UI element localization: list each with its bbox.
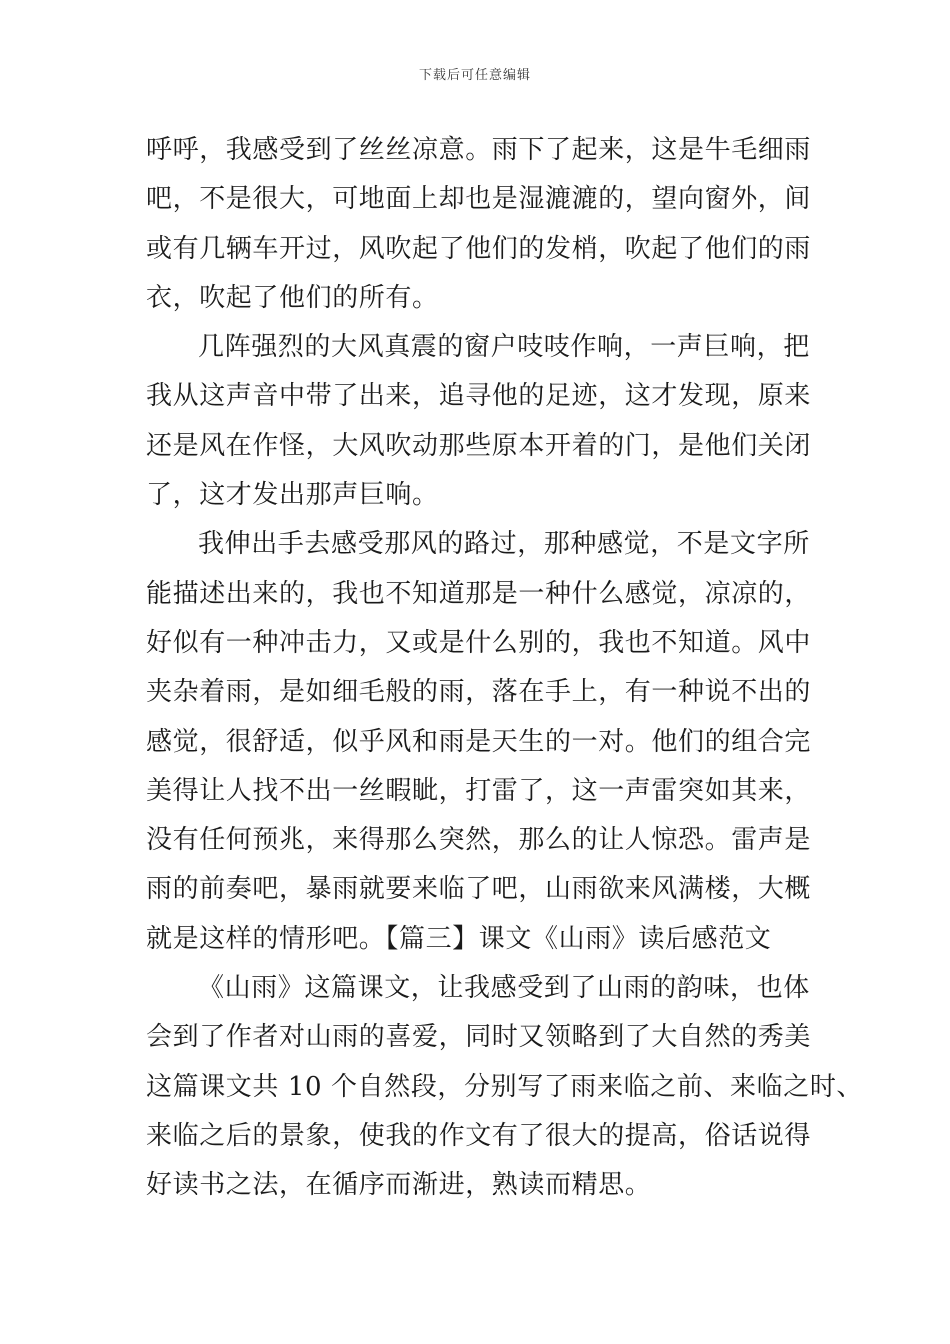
text-line: 呼呼，我感受到了丝丝凉意。雨下了起来，这是牛毛细雨: [146, 135, 812, 165]
text-line: 好似有一种冲击力，又或是什么别的，我也不知道。风中: [146, 627, 812, 658]
text-line: 来临之后的景象，使我的作文有了很大的提高，俗话说得: [146, 1120, 812, 1151]
text-line: 《山雨》这篇课文，让我感受到了山雨的韵味，也体: [198, 973, 810, 1004]
text-line: 我从这声音中带了出来，追寻他的足迹，这才发现，原来: [146, 381, 812, 412]
text-line: 了，这才发出那声巨响。: [146, 480, 439, 511]
document-body: [146, 126, 864, 1211]
text-line: 吧，不是很大，可地面上却也是湿漉漉的，望向窗外，间: [146, 184, 812, 215]
text-line: 几阵强烈的大风真震的窗户吱吱作响，一声巨响，把: [198, 332, 810, 363]
text-line: 或有几辆车开过，风吹起了他们的发梢，吹起了他们的雨: [146, 233, 812, 264]
text-line: 好读书之法，在循序而渐进，熟读而精思。: [146, 1170, 652, 1201]
text-line: 没有任何预兆，来得那么突然，那么的让人惊恐。雷声是: [146, 825, 812, 856]
text-line: 雨的前奏吧，暴雨就要来临了吧，山雨欲来风满楼，大概: [146, 874, 812, 905]
text-line: 就是这样的情形吧。【篇三】课文《山雨》读后感范文: [146, 923, 772, 954]
text-line: 衣，吹起了他们的所有。: [146, 282, 439, 313]
page-header: 下载后可任意编辑: [418, 68, 531, 83]
text-line: 夹杂着雨，是如细毛般的雨，落在手上，有一种说不出的: [146, 677, 812, 708]
text-line: 能描述出来的，我也不知道那是一种什么感觉，凉凉的，: [146, 578, 812, 609]
text-line: 感觉，很舒适，似乎风和雨是天生的一对。他们的组合完: [146, 726, 812, 757]
text-line: 会到了作者对山雨的喜爱，同时又领略到了大自然的秀美: [146, 1022, 812, 1053]
text-line: 美得让人找不出一丝暇眦，打雷了，这一声雷突如其来，: [146, 775, 812, 806]
text-line: 这篇课文共 10 个自然段，分别写了雨来临之前、来临之时、: [146, 1071, 864, 1102]
text-line: 我伸出手去感受那风的路过，那种感觉，不是文字所: [198, 529, 810, 560]
text-line: 还是风在作怪，大风吹动那些原本开着的门，是他们关闭: [146, 430, 812, 461]
